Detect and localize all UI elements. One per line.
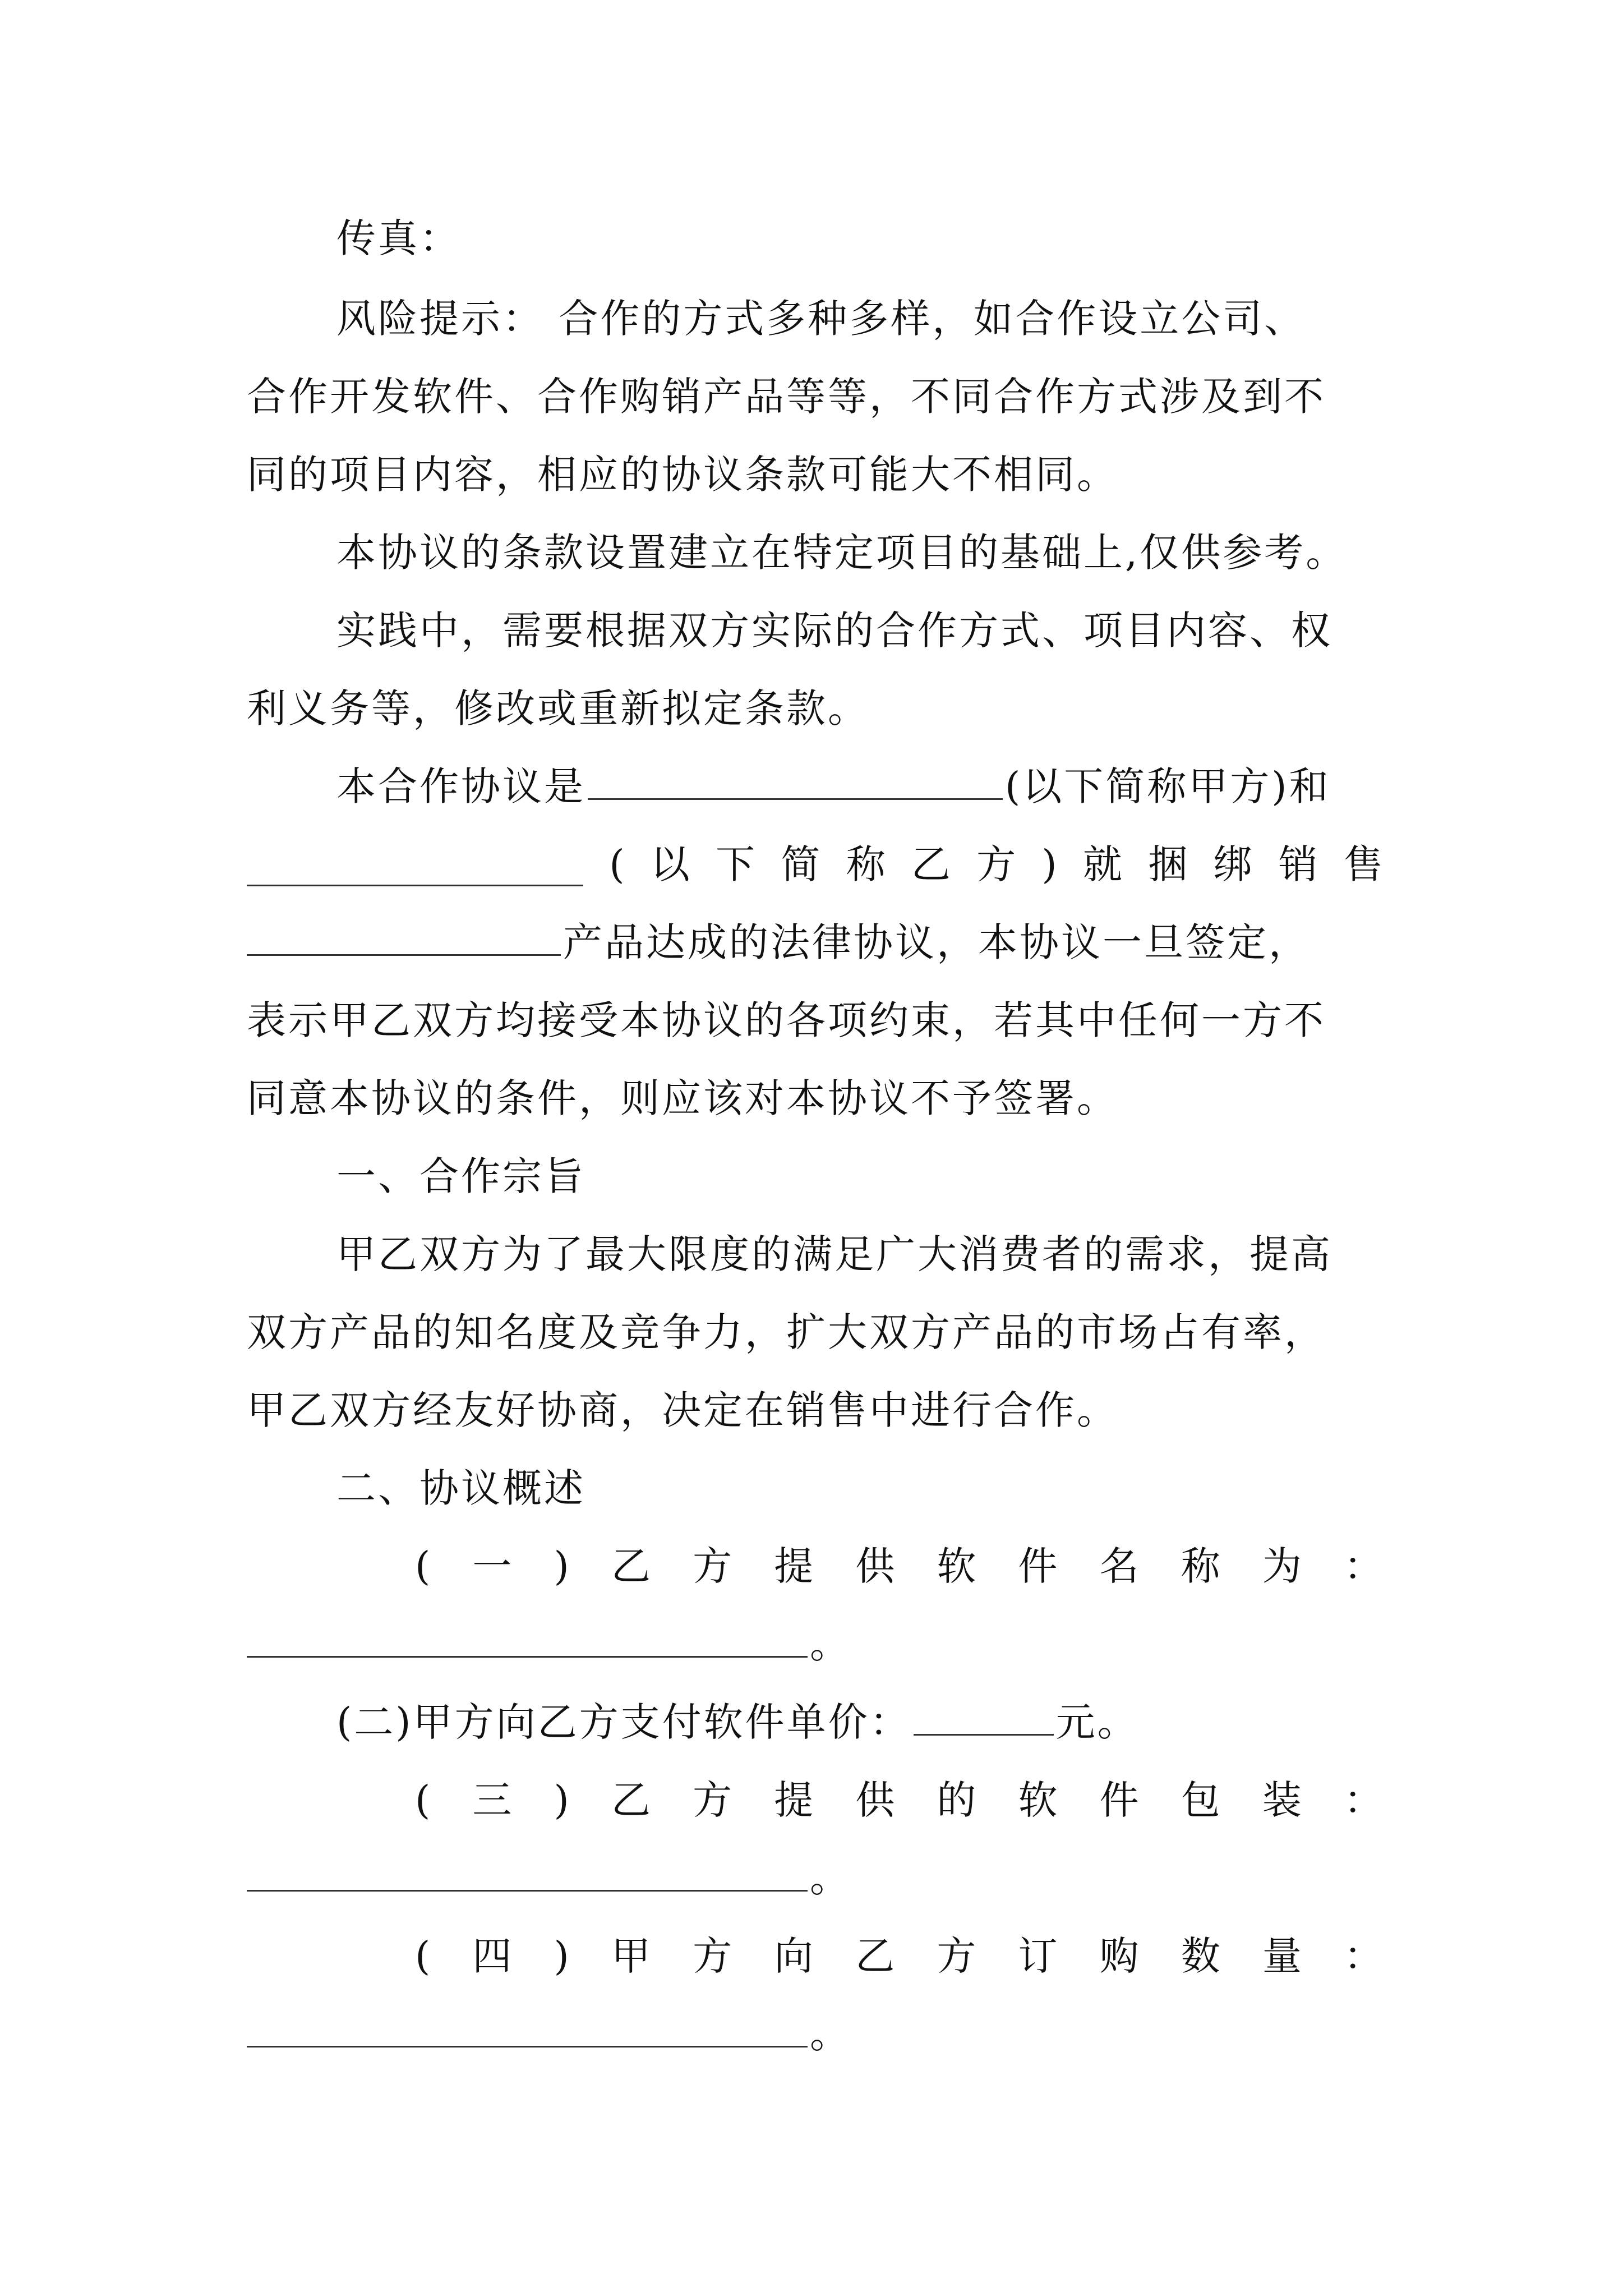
section-text: 双方产品的知名度及竞争力，扩大双方产品的市场占有率， bbox=[247, 1309, 1326, 1355]
item-char: 乙 bbox=[855, 1933, 897, 1979]
intro-char: 乙 bbox=[911, 841, 953, 887]
item-char: ) bbox=[554, 1777, 571, 1823]
practice-line-2 bbox=[247, 678, 1385, 739]
intro-char: 就 bbox=[1082, 841, 1124, 887]
basis-text: 本协议的条款设置建立在特定项目的基础上,仅供参考。 bbox=[336, 530, 1348, 576]
intro-text: 同意本协议的条件，则应该对本协议不予签署。 bbox=[247, 1075, 1118, 1121]
item-text: (二)甲方向乙方支付软件单价： bbox=[336, 1699, 911, 1745]
section-1-line-2 bbox=[247, 1301, 1385, 1363]
item-char: ： bbox=[1343, 1777, 1385, 1823]
intro-char: 称 bbox=[846, 841, 888, 887]
section-title: 二、协议概述 bbox=[336, 1465, 585, 1511]
item-char: 量 bbox=[1262, 1933, 1304, 1979]
party-a-blank[interactable] bbox=[588, 757, 1003, 800]
period: 。 bbox=[810, 1855, 851, 1901]
item-char: ( bbox=[415, 1933, 433, 1979]
party-b-blank[interactable] bbox=[247, 843, 583, 886]
packaging-blank[interactable] bbox=[247, 1848, 808, 1892]
item-char: 四 bbox=[472, 1933, 514, 1979]
item-char: 提 bbox=[774, 1543, 816, 1589]
item-char: ) bbox=[554, 1543, 571, 1589]
fax-label: 传真： bbox=[336, 215, 461, 261]
item-char: 乙 bbox=[611, 1543, 653, 1589]
software-name-blank[interactable] bbox=[247, 1614, 808, 1658]
item-char: 方 bbox=[693, 1777, 735, 1823]
intro-char: 方 bbox=[976, 841, 1018, 887]
item-char: 甲 bbox=[611, 1933, 653, 1979]
period: 。 bbox=[810, 1621, 851, 1667]
item-4-line bbox=[415, 1925, 1385, 1987]
risk-text: 同的项目内容，相应的协议条款可能大不相同。 bbox=[247, 452, 1118, 498]
item-char: 供 bbox=[855, 1543, 897, 1589]
item-text: 元。 bbox=[1055, 1699, 1139, 1745]
intro-char: 以 bbox=[650, 841, 692, 887]
intro-text: 本合作协议是 bbox=[336, 763, 585, 809]
intro-char: 下 bbox=[716, 841, 758, 887]
practice-line-1 bbox=[336, 600, 1385, 661]
item-2-line bbox=[336, 1691, 1385, 1753]
section-text: 甲乙双方经友好协商，决定在销售中进行合作。 bbox=[247, 1387, 1118, 1433]
risk-line-3 bbox=[247, 444, 1385, 505]
item-char: 数 bbox=[1181, 1933, 1223, 1979]
section-1-line-3 bbox=[247, 1379, 1385, 1441]
practice-text: 实践中，需要根据双方实际的合作方式、项目内容、权 bbox=[336, 608, 1332, 654]
intro-char: ) bbox=[1041, 841, 1059, 887]
intro-text: 表示甲乙双方均接受本协议的各项约束，若其中任何一方不 bbox=[247, 997, 1326, 1043]
risk-text: 合作开发软件、合作购销产品等等，不同合作方式涉及到不 bbox=[247, 374, 1326, 420]
intro-line-2 bbox=[247, 834, 1385, 895]
item-char: ( bbox=[415, 1543, 433, 1589]
item-char: 称 bbox=[1181, 1543, 1223, 1589]
intro-line-5 bbox=[247, 1068, 1385, 1129]
section-title: 一、合作宗旨 bbox=[336, 1153, 585, 1199]
item-char: 一 bbox=[472, 1543, 514, 1589]
intro-line-1 bbox=[336, 756, 1385, 817]
item-1-fill-line bbox=[247, 1613, 1385, 1675]
item-1-line bbox=[415, 1535, 1385, 1597]
item-char: ( bbox=[415, 1777, 433, 1823]
item-char: 方 bbox=[693, 1933, 735, 1979]
quantity-blank[interactable] bbox=[247, 2004, 808, 2047]
item-char: 名 bbox=[1099, 1543, 1141, 1589]
risk-line-2 bbox=[247, 366, 1385, 427]
item-char: 装 bbox=[1262, 1777, 1304, 1823]
intro-char: 绑 bbox=[1213, 841, 1255, 887]
section-1-line-1 bbox=[336, 1223, 1385, 1285]
item-char: 件 bbox=[1099, 1777, 1141, 1823]
item-char: 乙 bbox=[611, 1777, 653, 1823]
item-char: 向 bbox=[774, 1933, 816, 1979]
item-char: 方 bbox=[937, 1933, 979, 1979]
risk-line-1 bbox=[336, 288, 1385, 349]
item-char: ： bbox=[1343, 1543, 1385, 1589]
item-char: 方 bbox=[693, 1543, 735, 1589]
item-char: ) bbox=[554, 1933, 571, 1979]
intro-char: 捆 bbox=[1148, 841, 1190, 887]
item-char: 软 bbox=[1018, 1777, 1060, 1823]
product-blank[interactable] bbox=[247, 913, 561, 956]
basis-line bbox=[336, 522, 1385, 583]
fax-line bbox=[336, 208, 1385, 269]
item-char: 为 bbox=[1262, 1543, 1304, 1589]
item-char: ： bbox=[1343, 1933, 1385, 1979]
intro-char: 简 bbox=[781, 841, 823, 887]
intro-char: ( bbox=[609, 841, 627, 887]
intro-text: 产品达成的法律协议，本协议一旦签定， bbox=[563, 919, 1310, 965]
unit-price-blank[interactable] bbox=[914, 1692, 1054, 1736]
intro-text: (以下简称甲方)和 bbox=[1005, 763, 1331, 809]
item-char: 软 bbox=[937, 1543, 979, 1589]
intro-line-4 bbox=[247, 990, 1385, 1051]
item-char: 购 bbox=[1099, 1933, 1141, 1979]
intro-char: 销 bbox=[1278, 841, 1320, 887]
item-char: 供 bbox=[855, 1777, 897, 1823]
intro-line-3 bbox=[247, 912, 1385, 973]
item-char: 的 bbox=[937, 1777, 979, 1823]
item-char: 包 bbox=[1181, 1777, 1223, 1823]
item-char: 订 bbox=[1018, 1933, 1060, 1979]
section-2-heading bbox=[336, 1457, 1385, 1519]
item-char: 提 bbox=[774, 1777, 816, 1823]
item-4-fill-line bbox=[247, 2003, 1385, 2065]
item-char: 三 bbox=[472, 1777, 514, 1823]
section-1-heading bbox=[336, 1145, 1385, 1207]
item-3-fill-line bbox=[247, 1847, 1385, 1909]
section-text: 甲乙双方为了最大限度的满足广大消费者的需求，提高 bbox=[336, 1231, 1332, 1277]
practice-text: 利义务等，修改或重新拟定条款。 bbox=[247, 685, 869, 731]
item-3-line bbox=[415, 1769, 1385, 1831]
risk-text: 风险提示： 合作的方式多种多样，如合作设立公司、 bbox=[336, 296, 1306, 342]
intro-char: 售 bbox=[1343, 841, 1385, 887]
item-char: 件 bbox=[1018, 1543, 1060, 1589]
period: 。 bbox=[810, 2011, 851, 2057]
